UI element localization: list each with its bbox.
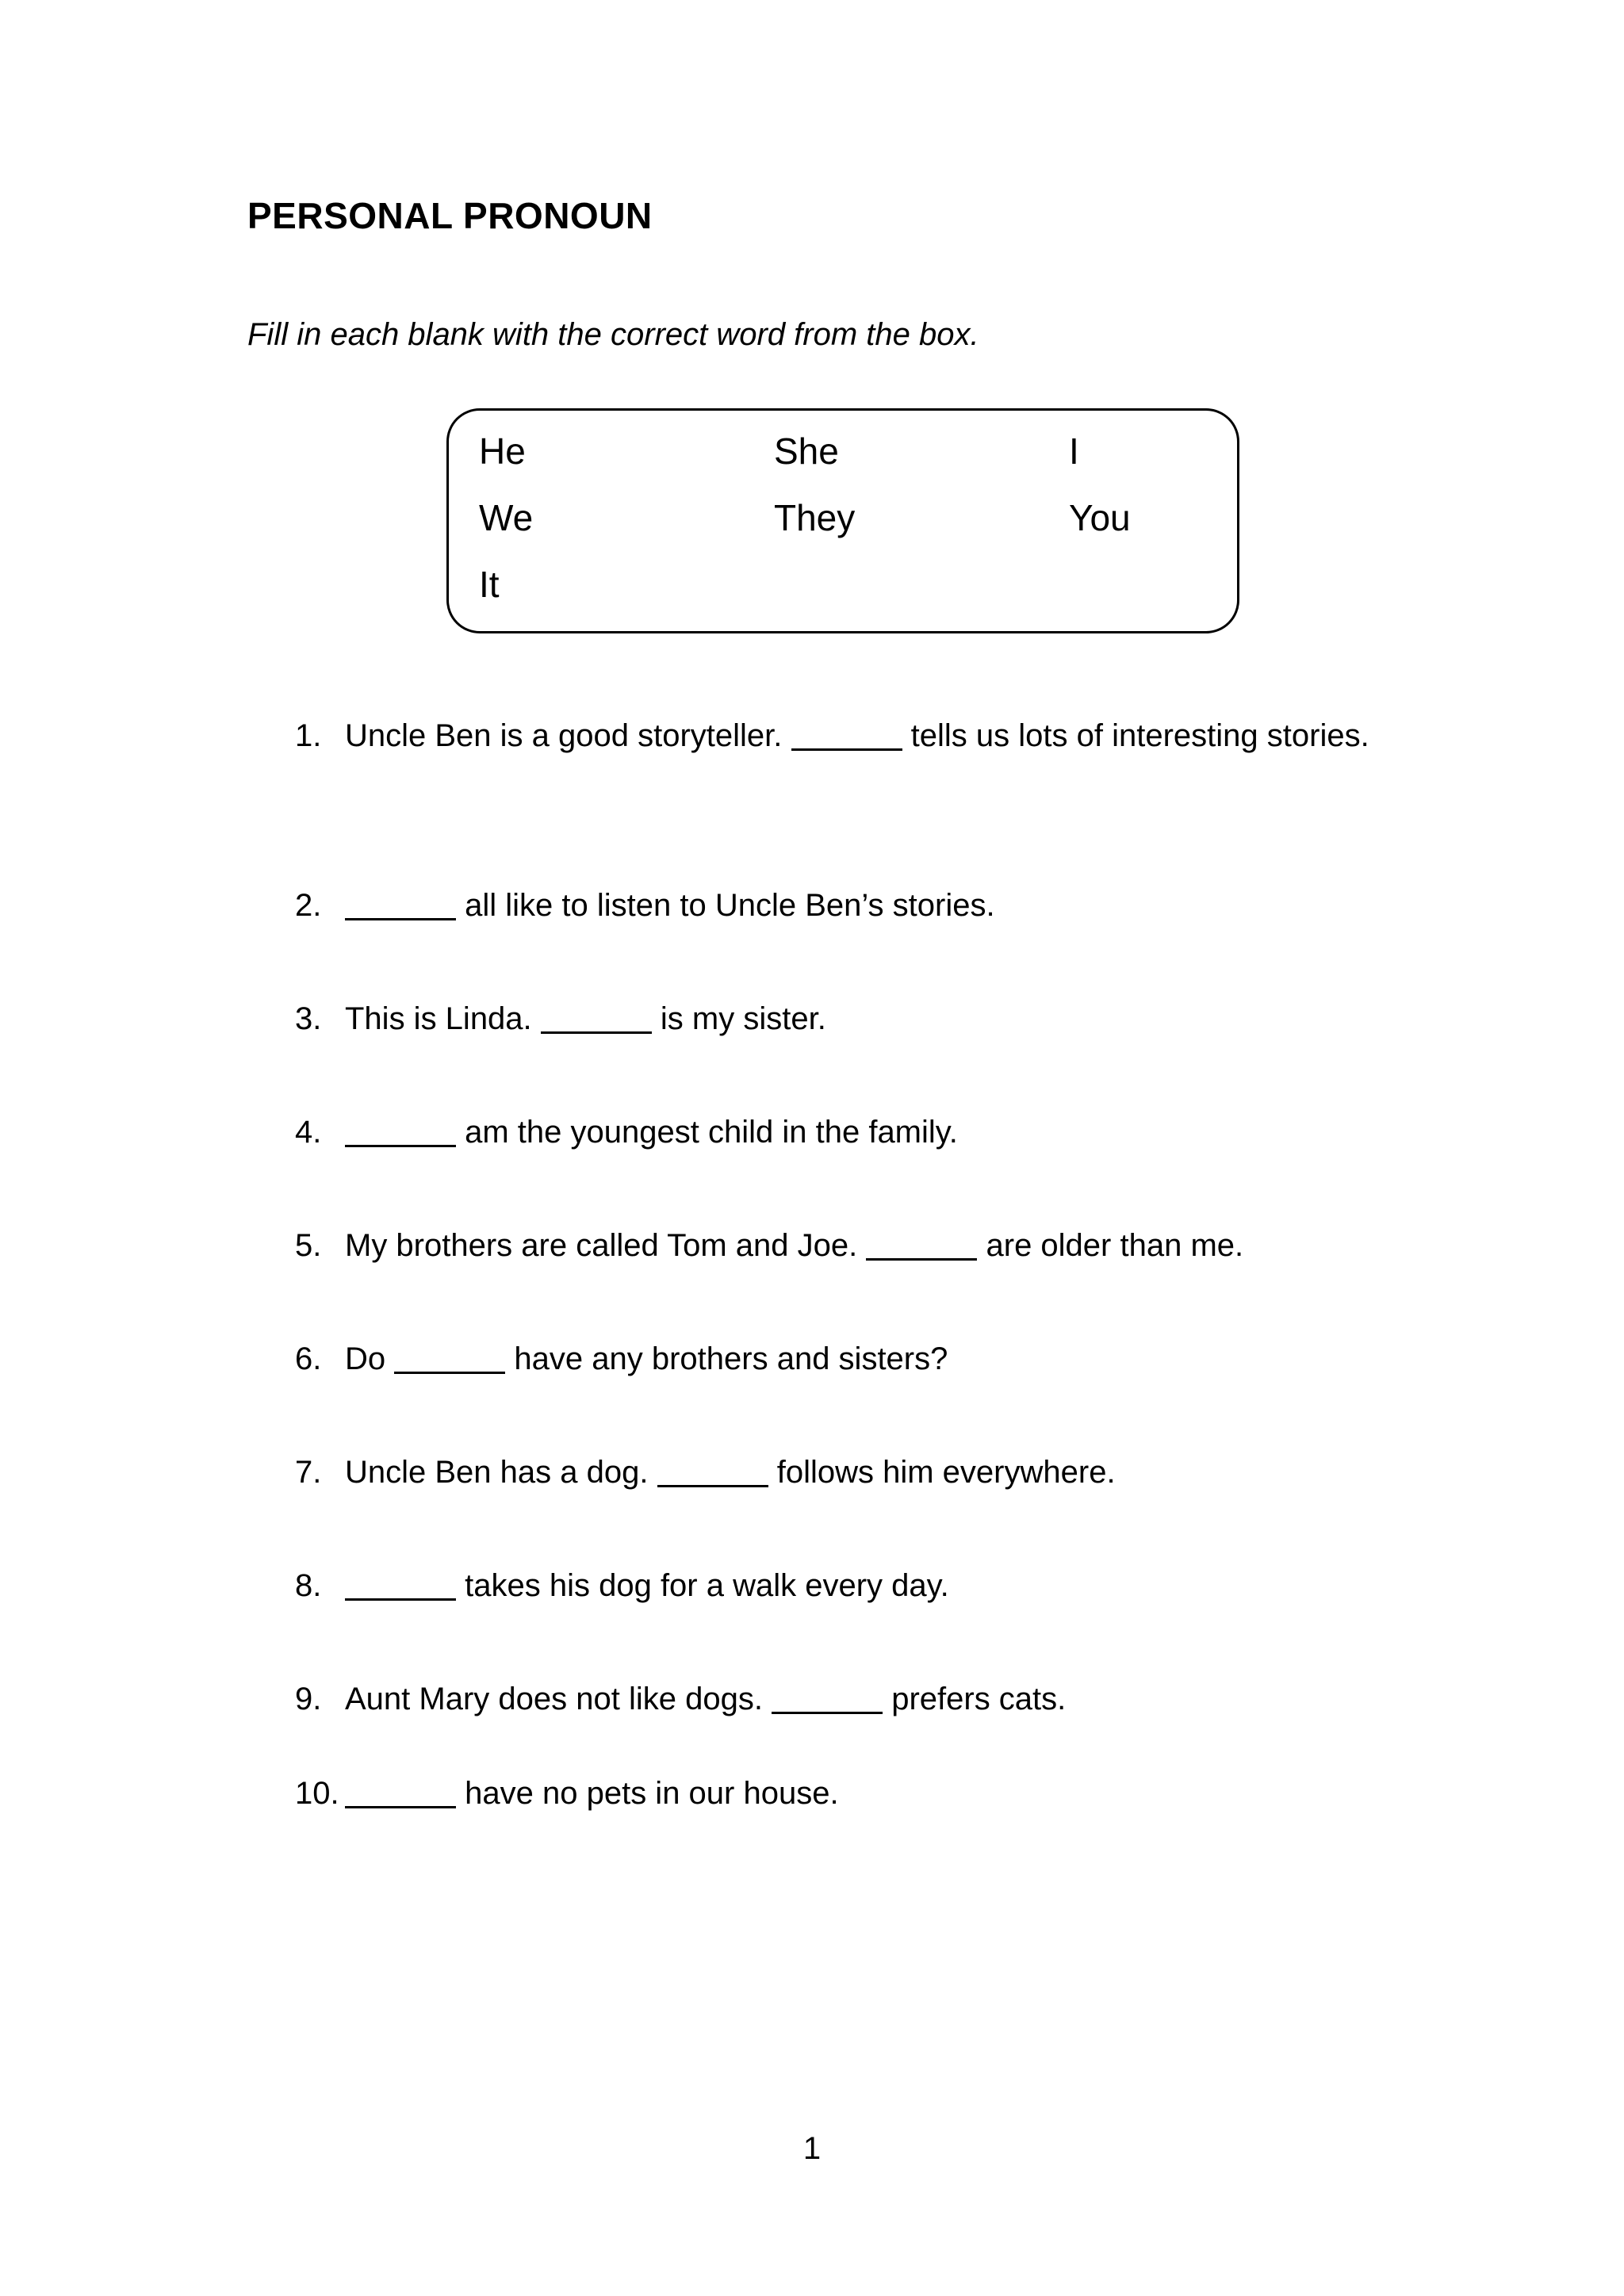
question-text-before: Do — [345, 1341, 386, 1376]
question-number: 3. — [295, 1001, 322, 1036]
page-title: PERSONAL PRONOUN — [247, 195, 653, 236]
question-number: 4. — [295, 1115, 322, 1150]
question-number: 7. — [295, 1455, 322, 1490]
question-text-after: follows him everywhere. — [776, 1455, 1116, 1490]
word-box-item: I — [1069, 430, 1079, 472]
answer-blank[interactable] — [345, 1567, 456, 1601]
question-text-before: Uncle Ben is a good storyteller. — [345, 718, 783, 753]
question-text-before: My brothers are called Tom and Joe. — [345, 1228, 858, 1263]
question-text-after: have any brothers and sisters? — [514, 1341, 948, 1376]
question-text — [345, 1444, 1381, 1501]
answer-blank[interactable] — [394, 1340, 505, 1374]
answer-blank[interactable] — [541, 1000, 652, 1034]
question-text — [345, 1670, 1381, 1728]
answer-blank[interactable] — [345, 886, 456, 920]
question-number: 1. — [295, 718, 322, 753]
word-box-item: They — [774, 497, 856, 538]
question-text-before: Uncle Ben has a dog. — [345, 1455, 649, 1490]
question-text — [345, 1557, 1381, 1614]
question-text-before: Aunt Mary does not like dogs. — [345, 1682, 763, 1716]
question-text-after: have no pets in our house. — [465, 1776, 839, 1811]
word-box-item: She — [774, 430, 839, 472]
answer-blank[interactable] — [345, 1113, 456, 1147]
question-number: 8. — [295, 1568, 322, 1603]
page-number: 1 — [802, 2131, 822, 2166]
question-text-after: prefers cats. — [891, 1682, 1067, 1716]
question-text — [345, 1104, 1381, 1161]
question-text-after: takes his dog for a walk every day. — [465, 1568, 949, 1603]
instruction-text: Fill in each blank with the correct word from the box. — [247, 317, 979, 352]
word-box-item: We — [479, 497, 534, 538]
answer-blank[interactable] — [772, 1680, 883, 1714]
question-number: 10. — [295, 1776, 339, 1811]
question-text-after: are older than me. — [986, 1228, 1244, 1263]
question-text — [345, 1765, 1381, 1822]
question-text-after: all like to listen to Uncle Ben’s stories. — [465, 888, 995, 923]
question-text — [345, 877, 1381, 934]
question-text-after: tells us lots of interesting stories. — [910, 718, 1369, 753]
question-text — [345, 990, 1381, 1047]
question-number: 5. — [295, 1228, 322, 1263]
question-number: 6. — [295, 1341, 322, 1376]
question-text — [345, 1330, 1381, 1387]
question-text-after: is my sister. — [660, 1001, 826, 1036]
word-box-item: You — [1069, 497, 1131, 538]
question-number: 2. — [295, 888, 322, 923]
answer-blank[interactable] — [345, 1774, 456, 1808]
question-text-after: am the youngest child in the family. — [465, 1115, 958, 1150]
question-text — [345, 707, 1381, 764]
question-number: 9. — [295, 1682, 322, 1716]
question-text-before: This is Linda. — [345, 1001, 532, 1036]
answer-blank[interactable] — [657, 1453, 768, 1487]
word-box — [446, 408, 1239, 633]
answer-blank[interactable] — [866, 1226, 977, 1261]
word-box-item: It — [479, 564, 500, 605]
answer-blank[interactable] — [791, 717, 902, 751]
question-text — [345, 1217, 1381, 1274]
word-box-item: He — [479, 430, 526, 472]
